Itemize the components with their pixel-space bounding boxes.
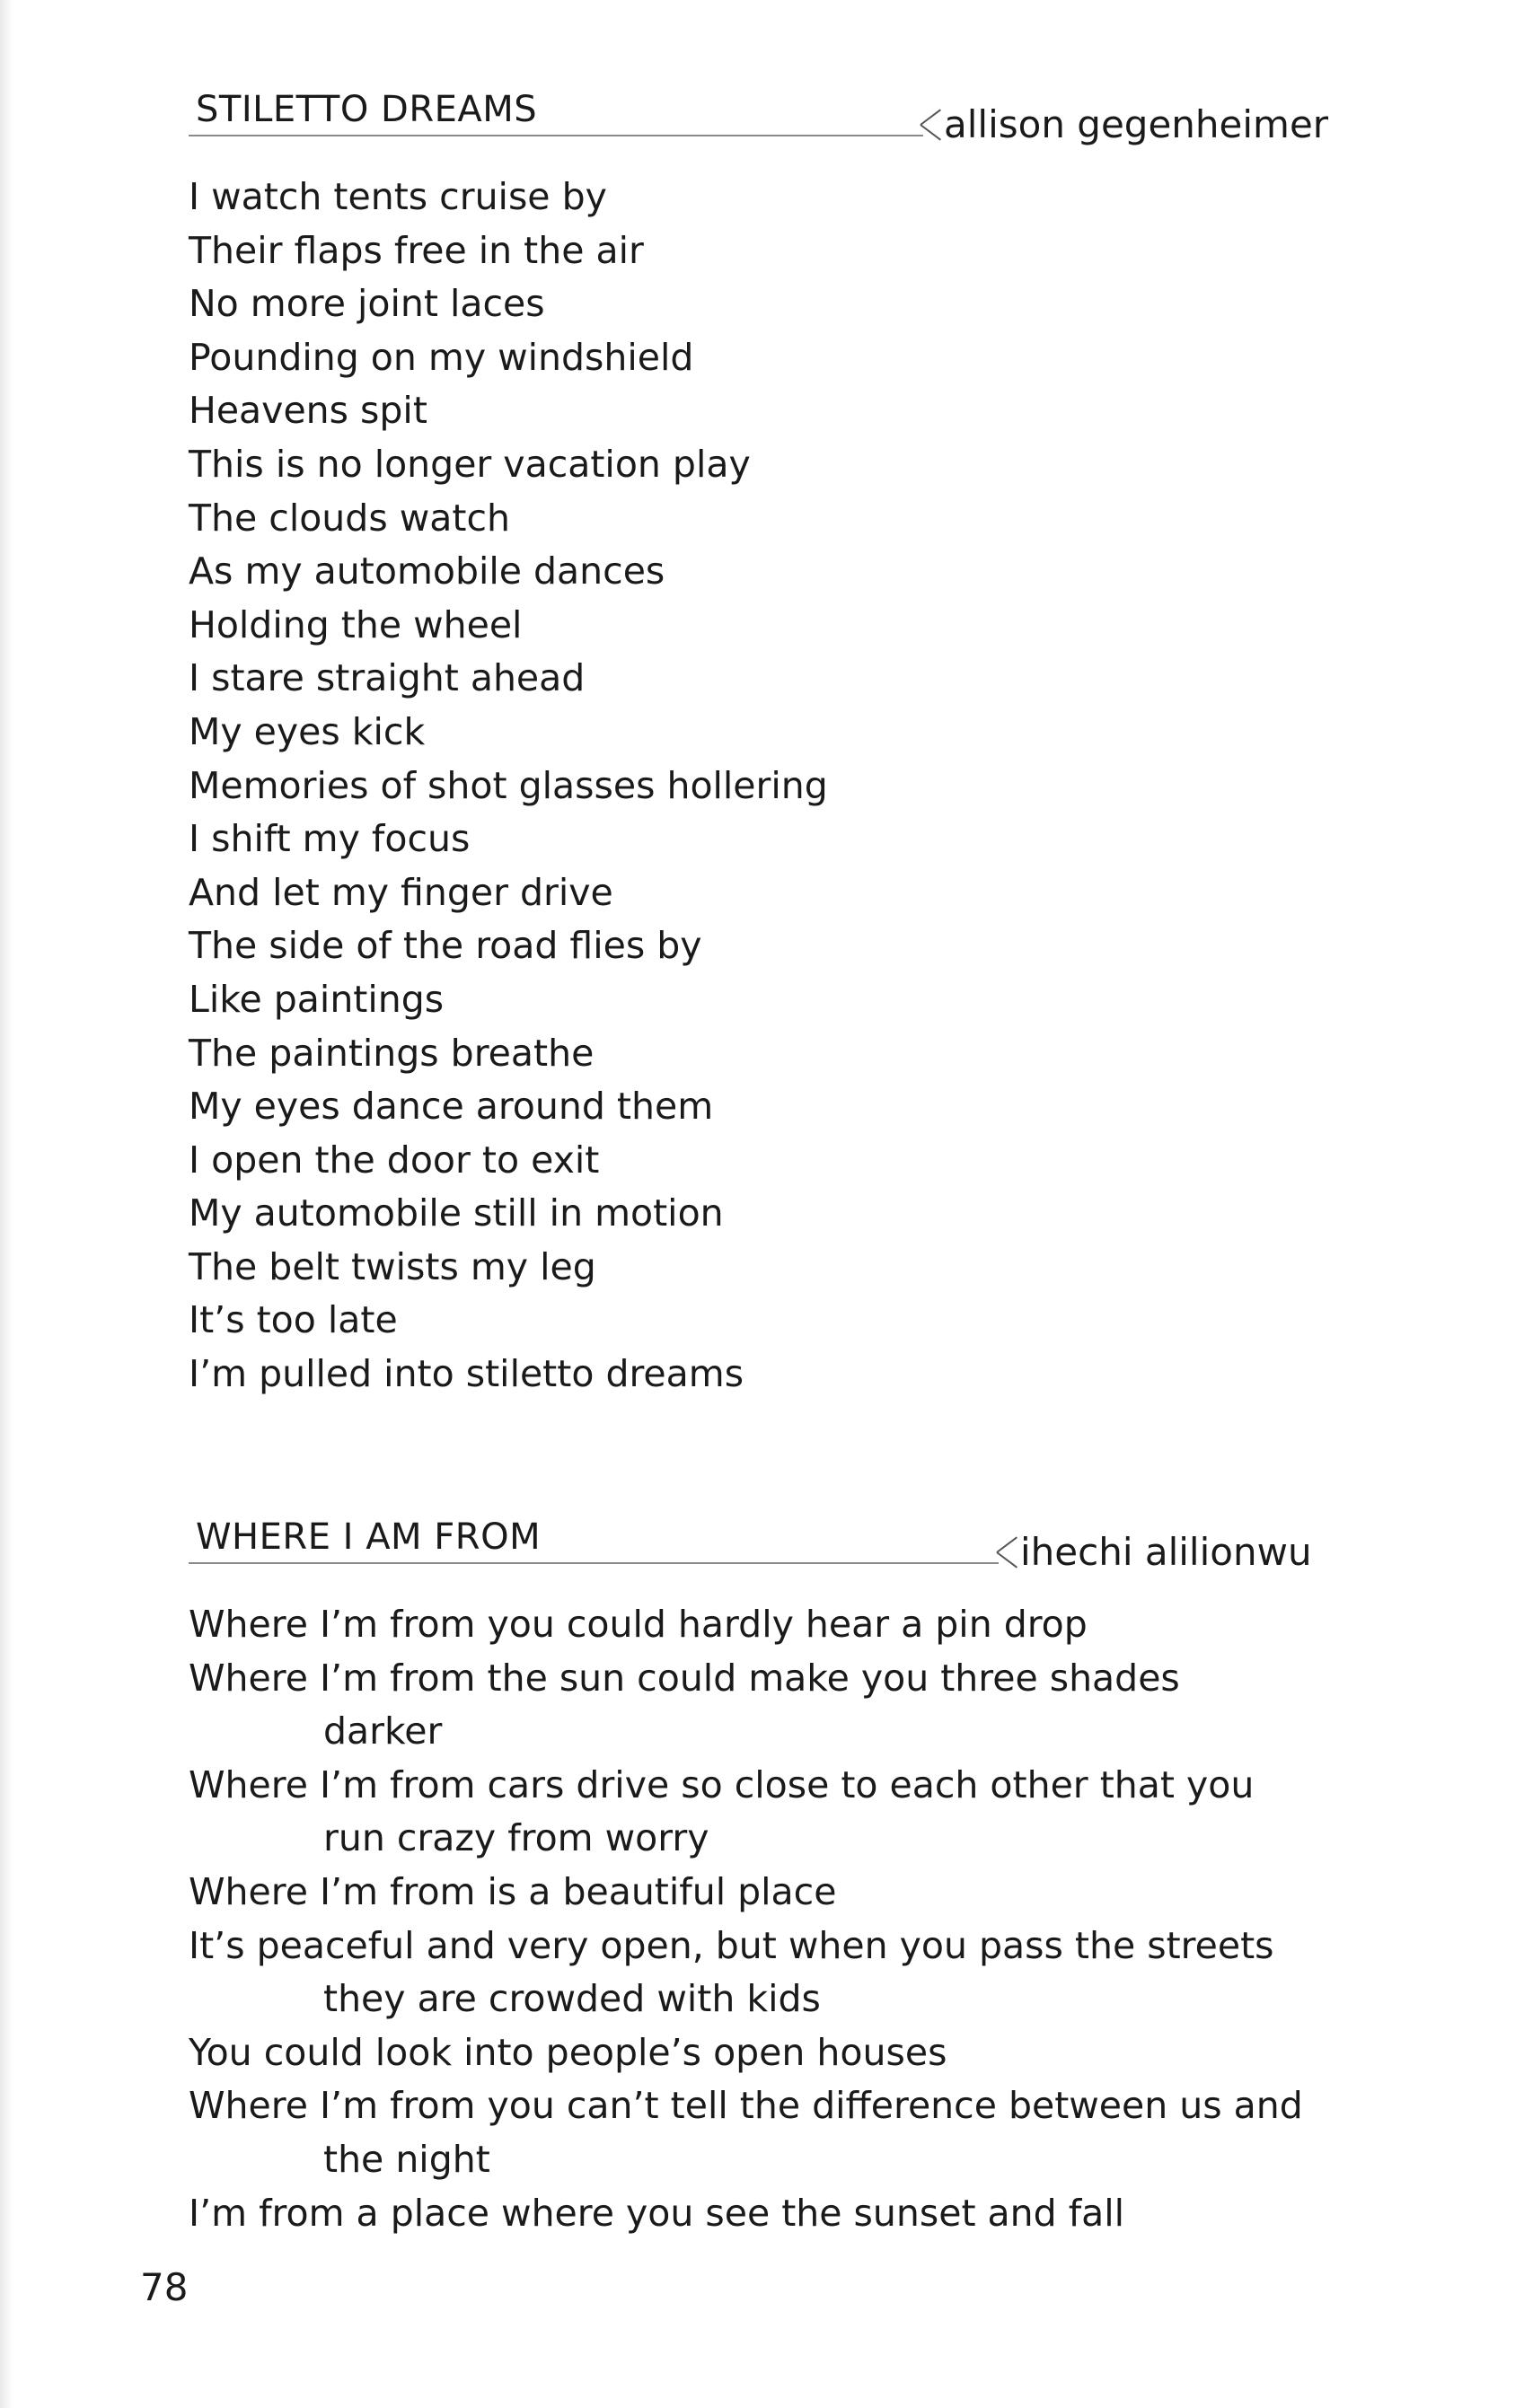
poem-line: Heavens spit xyxy=(189,389,427,433)
poem-line-continuation: they are crowded with kids xyxy=(323,1977,821,2021)
poem-line: And let my finger drive xyxy=(189,870,613,914)
poem-line-continuation: run crazy from worry xyxy=(323,1816,709,1860)
poem-line: I open the door to exit xyxy=(189,1138,600,1182)
poem-line: You could look into people’s open houses xyxy=(189,2030,947,2074)
poem-line: I stare straight ahead xyxy=(189,656,586,700)
poem-lines xyxy=(189,1598,1302,2240)
poem-line: My automobile still in motion xyxy=(189,1191,724,1235)
poem-title: WHERE I AM FROM xyxy=(196,1516,542,1558)
poem-line: It’s too late xyxy=(189,1298,398,1342)
poem-stiletto-dreams xyxy=(189,86,1329,1402)
poem-line: Where I’m from cars drive so close to each other that you xyxy=(189,1762,1255,1806)
poem-author: allison gegenheimer xyxy=(944,102,1329,146)
poem-line: Where I’m from the sun could make you three shades xyxy=(189,1656,1180,1700)
poem-header xyxy=(189,1514,1312,1577)
poem-line: As my automobile dances xyxy=(189,549,665,593)
poem-lines xyxy=(189,171,1302,1402)
poem-line: The side of the road flies by xyxy=(189,924,702,968)
poem-line: The paintings breathe xyxy=(189,1031,595,1075)
poem-line: Where I’m from you could hardly hear a pin drop xyxy=(189,1603,1088,1646)
poem-line: The clouds watch xyxy=(189,496,510,540)
poem-line: My eyes dance around them xyxy=(189,1085,714,1129)
poem-line: Their flaps free in the air xyxy=(189,228,644,272)
poem-line-continuation: darker xyxy=(323,1709,443,1753)
poem-line: Holding the wheel xyxy=(189,602,523,646)
title-rule xyxy=(189,135,923,136)
page-edge-shadow xyxy=(0,0,13,2408)
poem-line: Where I’m from is a beautiful place xyxy=(189,1869,837,1913)
poem-line: Like paintings xyxy=(189,977,445,1021)
poem-line: I’m pulled into stiletto dreams xyxy=(189,1352,744,1396)
poem-title: STILETTO DREAMS xyxy=(196,89,538,130)
poem-where-i-am-from xyxy=(189,1514,1312,2240)
poem-line: I’m from a place where you see the sunset and fall xyxy=(189,2191,1125,2235)
poem-line: This is no longer vacation play xyxy=(189,442,751,486)
poem-line: The belt twists my leg xyxy=(189,1244,596,1288)
poem-line: My eyes kick xyxy=(189,709,426,753)
poem-line-continuation: the night xyxy=(323,2137,490,2181)
poem-line: Pounding on my windshield xyxy=(189,335,694,379)
poem-author: ihechi alilionwu xyxy=(1020,1530,1312,1574)
poem-line: I watch tents cruise by xyxy=(189,175,607,218)
poem-line: It’s peaceful and very open, but when you pass the streets xyxy=(189,1923,1274,1967)
poem-line: No more joint laces xyxy=(189,282,545,326)
title-rule xyxy=(189,1562,999,1564)
poem-line: I shift my focus xyxy=(189,817,471,861)
poem-line: Where I’m from you can’t tell the difference between us and xyxy=(189,2084,1303,2128)
page-number: 78 xyxy=(140,2265,189,2309)
poem-line: Memories of shot glasses hollering xyxy=(189,763,828,807)
poem-header xyxy=(189,86,1329,149)
